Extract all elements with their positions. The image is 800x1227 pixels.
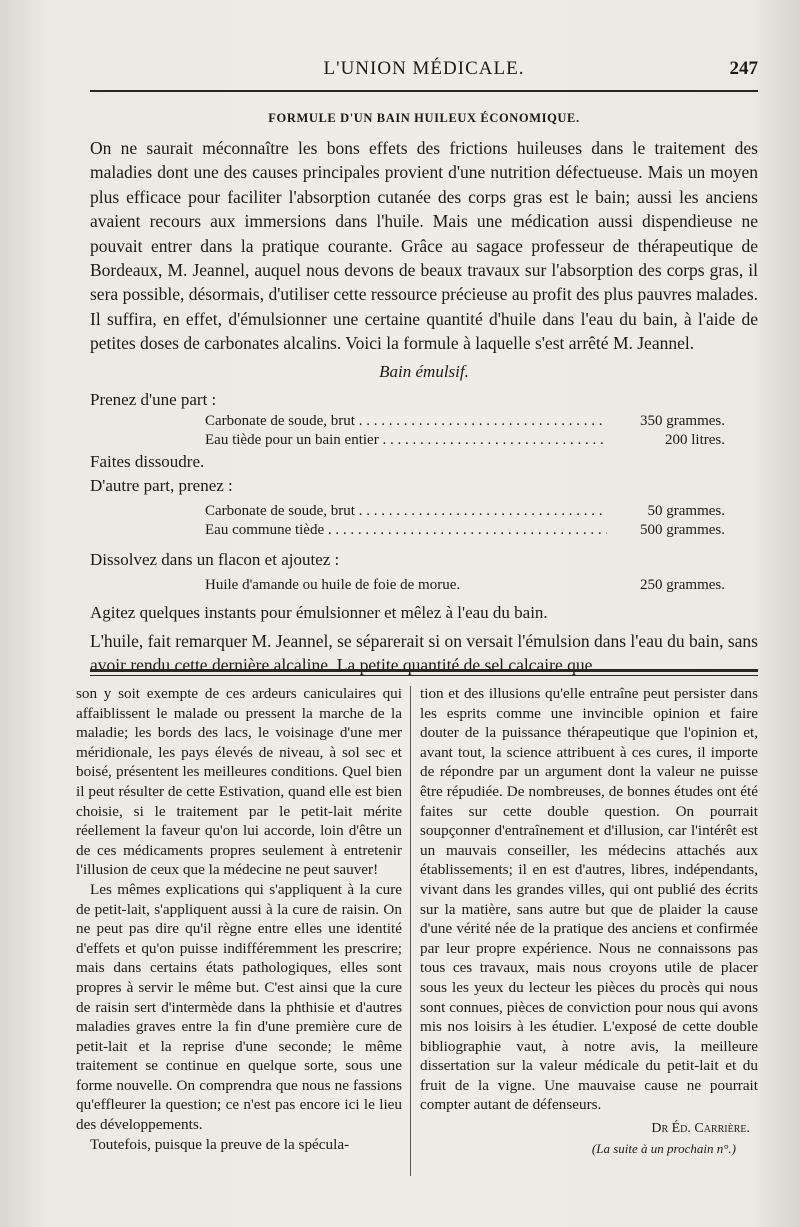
right-paragraph-1: tion et des illusions qu'elle entraîne peut persister dans les esprits comme une invincible opinion et faire douter de la puissance thérapeutique que l'opinion et, avant tout, la science attribuent à ces cures, il importe de répondre par un argument dont la valeur ne puisse être répudiée. De nombreuses, de bonnes études ont été faites sur cette double question. On pourrait soupçonner d'entraînement et d'illusion, car l'intérêt est un mauvais conseiller, les médecins attachés aux établissements; il en est d'autres, libres, indépendants, vivant dans les grandes villes, qui ont publié des écrits sur la matière, sans autre but que de plaider la cause d'une vérité née de la pratique des anciens et confirmée par leur propre expérience. Nous ne connaissons pas tous ces travaux, mais nous croyons utile de placer sous les yeux du lecteur les pièces du procès qui nous sont connues, pièces de conviction pour nous qui avons mis nos loisirs à les étudier. L'exposé de cette double bibliographie vaut, à notre avis, la meilleure dissertation sur la valeur médicale du petit-lait et du fruit de la vigne. Une mauvaise cause ne pourrait compter autant de défenseurs. (420, 685, 758, 1114)
ingredient-name: Carbonate de soude, brut . . . (205, 502, 607, 521)
step-5: Agitez quelques instants pour émulsionner et mêlez à l'eau du bain. (90, 602, 548, 622)
signature-text: Dr Éd. Carrière. (651, 1121, 750, 1137)
ingredient-amount: 250 grammes. (640, 576, 725, 593)
article-intro: On ne saurait méconnaître les bons effets des frictions huileuses dans le traitement des maladies dont une des causes principales provient d'une nutrition défectueuse. Mais un moyen plus efficace pour faciliter l'absorption cutanée des corps gras est le bain; aussi les anciens avaient recours aux immersions dans l'huile. Mais une médication aussi dispendieuse ne pouvait entrer dans la pratique courante. Grâce au sagace professeur de thérapeutique de Bordeaux, M. Jeannel, auquel nous devons de beaux travaux sur l'absorption des corps gras, il sera possible, désormais, d'utiliser cette ressource précieuse au profit des plus pauvres malades. Il suffira, en effet, d'émulsionner une certaine quantité d'huile dans l'eau du bain, à l'aide de petites doses de carbonates alcalins. Voici la formule à laquelle s'est arrêté M. Jeannel. (90, 138, 758, 354)
column-divider (410, 686, 411, 1176)
article-closing: L'huile, fait remarquer M. Jeannel, se séparerait si on versait l'émulsion dans l'eau du bain, sans avoir rendu cette dernière alcaline. La petite quantité de sel calcaire que (90, 630, 758, 676)
running-title: L'UNION MÉDICALE. (323, 58, 525, 79)
author-signature (420, 1119, 758, 1139)
two-column-body (76, 684, 758, 1194)
ingredient-name: Huile d'amande ou huile de foie de morue. (205, 576, 461, 593)
header-rule (90, 90, 758, 92)
left-paragraph-2: Les mêmes explications qui s'appliquent à la cure de petit-lait, s'appliquent aussi à la cure de raisin. On ne peut pas dire qu'il règne entre elles une identité d'effets et qu'on puisse indifféremment les prescrire; mais dans certains états pathologiques, elles sont propres à servir le même but. C'est ainsi que la cure de raisin sert d'intermède dans la phthisie et d'autres maladies graves entre la fin d'une première cure de petit-lait et la reprise d'une seconde; le même traitement se continue en quelque sorte, sous une forme nouvelle. On comprendra que nous ne fassions qu'effleurer la question; ce n'est pas encore ici le lieu des développements. (76, 880, 402, 1134)
left-paragraph-1: son y soit exempte de ces ardeurs caniculaires qui affaiblissent le malade ou pressent la marche de la maladie; les bords des lacs, le voisinage d'une mer méridionale, les pays élevés de niveau, à sol sec et boisé, présentent les meilleures conditions. Quel bien il peut résulter de cette Estivation, quand elle est bien choisie, si le traitement par le petit-lait mérite réellement la faveur qu'on lui accorde, loin d'être un de ces médicaments propres seulement à entretenir l'illusion de ceux que la médecine ne peut sauver! (76, 685, 402, 879)
page-number: 247 (729, 58, 758, 79)
ingredient-row (205, 576, 725, 595)
ingredient-amount: 50 grammes. (647, 502, 725, 519)
left-column (76, 684, 402, 1154)
left-paragraph-3: Toutefois, puisque la preuve de la spécula- (90, 1135, 350, 1153)
ingredient-row (205, 502, 725, 521)
continuation-note: (La suite à un prochain n°.) (591, 1140, 736, 1156)
page-header (90, 58, 758, 88)
article-title: FORMULE D'UN BAIN HUILEUX ÉCONOMIQUE. (268, 111, 580, 125)
step-2: Faites dissoudre. (90, 451, 205, 471)
section-rule-thin (90, 675, 758, 676)
ingredient-row (205, 521, 725, 540)
section-rule (90, 669, 758, 672)
ingredient-amount: 350 grammes. (640, 412, 725, 429)
formula-title: Bain émulsif. (379, 361, 469, 381)
ingredient-row (205, 431, 725, 450)
right-column (420, 684, 758, 1158)
ingredient-name: Carbonate de soude, brut . . . (205, 412, 607, 431)
step-1: Prenez d'une part : (90, 389, 217, 409)
ingredient-amount: 200 litres. (665, 431, 725, 448)
ingredient-amount: 500 grammes. (640, 521, 725, 538)
ingredient-name: Eau tiède pour un bain entier . . . (205, 431, 607, 450)
step-4: Dissolvez dans un flacon et ajoutez : (90, 549, 340, 569)
article (90, 111, 758, 677)
ingredient-name: Eau commune tiède . . . (205, 521, 607, 540)
step-3: D'autre part, prenez : (90, 475, 233, 495)
ingredient-row (205, 412, 725, 431)
